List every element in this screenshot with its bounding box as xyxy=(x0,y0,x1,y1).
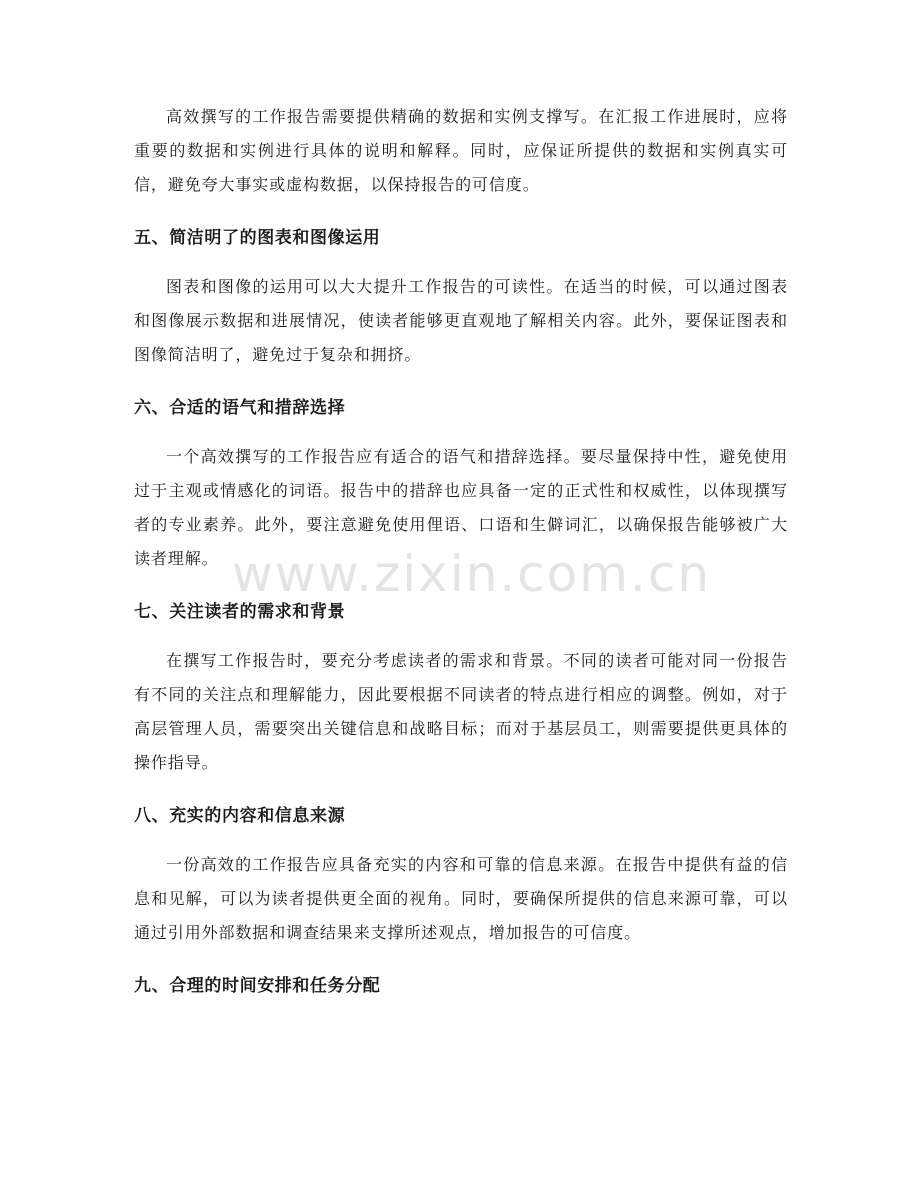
heading-section-6: 六、合适的语气和措辞选择 xyxy=(134,398,346,418)
paragraph-tone-wording: 一个高效撰写的工作报告应有适合的语气和措辞选择。要尽量保持中性，避免使用过于主观或情感化的词语。报告中的措辞也应具备一定的正式性和权威性，以体现撰写者的专业素养。此外，要注意避免使用俚语、口语和生僻词汇，以确保报告能够被广大读者理解。 xyxy=(134,447,788,568)
heading-section-5: 五、简洁明了的图表和图像运用 xyxy=(134,228,381,248)
paragraph-charts-images: 图表和图像的运用可以大大提升工作报告的可读性。在适当的时候，可以通过图表和图像展示数据和进展情况，使读者能够更直观地了解相关内容。此外，要保证图表和图像简洁明了，避免过于复杂和拥挤。 xyxy=(134,277,788,364)
watermark-text: www.zixin.com.cn xyxy=(232,545,712,603)
heading-section-9: 九、合理的时间安排和任务分配 xyxy=(134,976,381,996)
paragraph-reader-needs: 在撰写工作报告时，要充分考虑读者的需求和背景。不同的读者可能对同一份报告有不同的关注点和理解能力，因此要根据不同读者的特点进行相应的调整。例如，对于高层管理人员，需要突出关键信息和战略目标；而对于基层员工，则需要提供更具体的操作指导。 xyxy=(134,651,788,772)
heading-section-7: 七、关注读者的需求和背景 xyxy=(134,602,346,622)
paragraph-content-sources: 一份高效的工作报告应具备充实的内容和可靠的信息来源。在报告中提供有益的信息和见解，可以为读者提供更全面的视角。同时，要确保所提供的信息来源可靠，可以通过引用外部数据和调查结果来支撑所述观点，增加报告的可信度。 xyxy=(134,855,788,942)
paragraph-data-support: 高效撰写的工作报告需要提供精确的数据和实例支撑写。在汇报工作进展时，应将重要的数据和实例进行具体的说明和解释。同时，应保证所提供的数据和实例真实可信，避免夸大事实或虚构数据，以保持报告的可信度。 xyxy=(134,107,788,194)
document-body xyxy=(134,100,788,1018)
heading-section-8: 八、充实的内容和信息来源 xyxy=(134,806,346,826)
